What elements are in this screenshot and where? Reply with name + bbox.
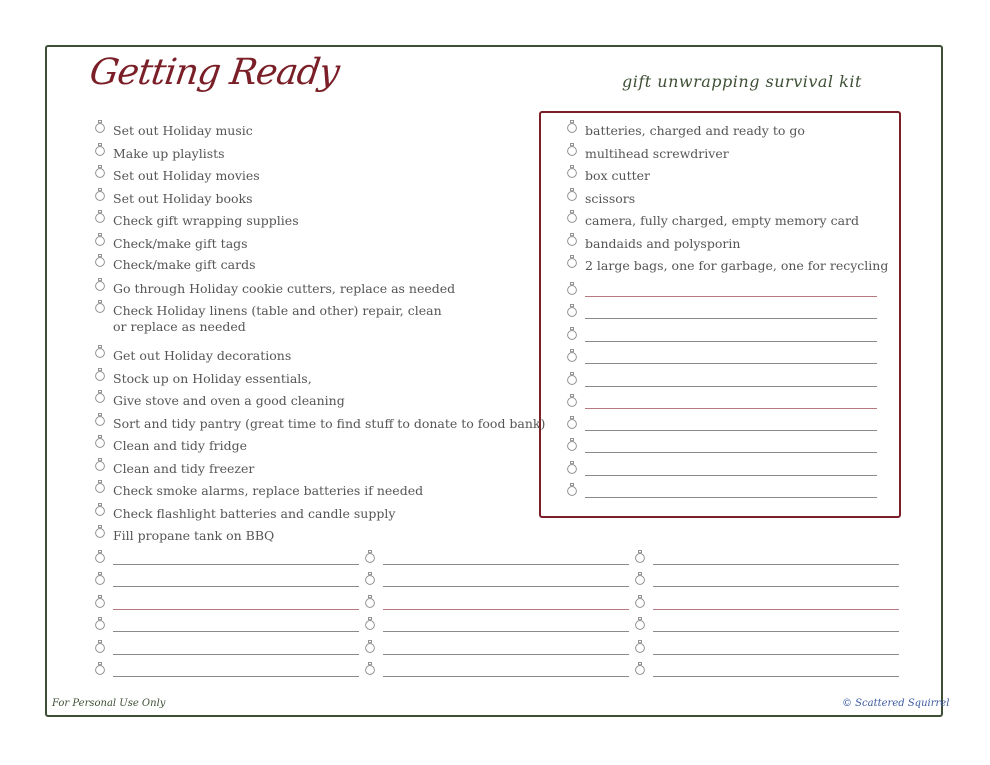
ornament-checkbox-icon[interactable] [94, 368, 106, 381]
ornament-checkbox-icon[interactable] [566, 143, 578, 156]
kit-item[interactable] [566, 236, 740, 252]
bottom-blank-item[interactable] [364, 594, 629, 610]
item-label: Get out Holiday decorations [113, 348, 292, 363]
kit-blank-item[interactable] [566, 393, 877, 409]
blank-line[interactable] [585, 351, 877, 364]
ornament-checkbox-icon[interactable] [94, 458, 106, 471]
kit-item[interactable] [566, 258, 888, 274]
item-label: camera, fully charged, empty memory card [585, 213, 859, 228]
ornament-checkbox-icon[interactable] [566, 327, 578, 340]
ornament-checkbox-icon[interactable] [94, 120, 106, 133]
ornament-checkbox-icon[interactable] [94, 233, 106, 246]
kit-item[interactable] [566, 168, 650, 184]
blank-line[interactable] [653, 664, 899, 677]
item-label: box cutter [585, 168, 651, 183]
item-label: Set out Holiday books [113, 191, 253, 206]
item-label: Clean and tidy freezer [113, 461, 255, 476]
item-label: Sort and tidy pantry (great time to find stuff to donate to food bank) [113, 416, 546, 431]
ornament-checkbox-icon[interactable] [364, 595, 376, 608]
kit-item[interactable] [566, 146, 729, 162]
ornament-checkbox-icon[interactable] [94, 143, 106, 156]
checklist-item[interactable] [94, 191, 252, 207]
bottom-blank-item[interactable] [364, 639, 629, 655]
checklist-item[interactable] [94, 506, 395, 522]
ornament-checkbox-icon[interactable] [566, 372, 578, 385]
ornament-checkbox-icon[interactable] [566, 304, 578, 317]
item-label: scissors [585, 191, 636, 206]
bottom-blank-item[interactable] [94, 571, 359, 587]
blank-line[interactable] [383, 574, 629, 587]
checklist-item[interactable] [94, 393, 345, 409]
kit-blank-item[interactable] [566, 326, 877, 342]
blank-line[interactable] [113, 597, 359, 610]
checklist-item[interactable] [94, 348, 291, 364]
ornament-checkbox-icon[interactable] [566, 210, 578, 223]
checklist-item[interactable] [94, 257, 256, 273]
ornament-checkbox-icon[interactable] [94, 413, 106, 426]
checklist-item[interactable] [94, 236, 248, 252]
ornament-checkbox-icon[interactable] [364, 617, 376, 630]
item-label: Check gift wrapping supplies [113, 213, 299, 228]
item-label: Clean and tidy fridge [113, 438, 247, 453]
ornament-checkbox-icon[interactable] [566, 394, 578, 407]
ornament-checkbox-icon[interactable] [94, 278, 106, 291]
item-label: Check smoke alarms, replace batteries if needed [113, 483, 424, 498]
kit-title: gift unwrapping survival kit [622, 72, 862, 91]
bottom-blank-item[interactable] [634, 616, 899, 632]
ornament-checkbox-icon[interactable] [634, 662, 646, 675]
blank-line[interactable] [585, 396, 877, 409]
ornament-checkbox-icon[interactable] [94, 300, 106, 313]
bottom-blank-item[interactable] [94, 549, 359, 565]
item-label: Stock up on Holiday essentials, [113, 371, 312, 386]
bottom-blank-item[interactable] [634, 549, 899, 565]
kit-item[interactable] [566, 213, 859, 229]
checklist-item[interactable] [94, 483, 423, 499]
blank-line[interactable] [113, 574, 359, 587]
item-label: Check Holiday linens (table and other) repair, clean or replace as needed [113, 303, 442, 334]
blank-line[interactable] [585, 463, 877, 476]
ornament-checkbox-icon[interactable] [634, 595, 646, 608]
item-label: Give stove and oven a good cleaning [113, 393, 345, 408]
ornament-checkbox-icon[interactable] [94, 503, 106, 516]
footer-copyright: © Scattered Squirrel [842, 698, 950, 709]
ornament-checkbox-icon[interactable] [94, 480, 106, 493]
ornament-checkbox-icon[interactable] [94, 640, 106, 653]
bottom-blank-item[interactable] [634, 571, 899, 587]
item-label: Set out Holiday music [113, 123, 253, 138]
blank-line[interactable] [113, 619, 359, 632]
blank-line[interactable] [383, 642, 629, 655]
bottom-blank-item[interactable] [94, 661, 359, 677]
ornament-checkbox-icon[interactable] [566, 349, 578, 362]
checklist-item[interactable] [94, 438, 247, 454]
item-label: Set out Holiday movies [113, 168, 260, 183]
blank-line[interactable] [653, 619, 899, 632]
blank-line[interactable] [585, 485, 877, 498]
ornament-checkbox-icon[interactable] [634, 617, 646, 630]
ornament-checkbox-icon[interactable] [566, 282, 578, 295]
checklist-item[interactable] [94, 168, 260, 184]
ornament-checkbox-icon[interactable] [94, 435, 106, 448]
blank-line[interactable] [653, 597, 899, 610]
ornament-checkbox-icon[interactable] [94, 525, 106, 538]
ornament-checkbox-icon[interactable] [634, 640, 646, 653]
checklist-item[interactable] [94, 123, 253, 139]
ornament-checkbox-icon[interactable] [566, 416, 578, 429]
kit-item[interactable] [566, 123, 805, 139]
kit-item[interactable] [566, 191, 635, 207]
ornament-checkbox-icon[interactable] [566, 233, 578, 246]
ornament-checkbox-icon[interactable] [94, 390, 106, 403]
ornament-checkbox-icon[interactable] [94, 572, 106, 585]
ornament-checkbox-icon[interactable] [364, 662, 376, 675]
kit-blank-item[interactable] [566, 371, 877, 387]
page-title: Getting Ready [87, 52, 342, 93]
blank-line[interactable] [383, 664, 629, 677]
item-label: Check/make gift tags [113, 236, 248, 251]
bottom-blank-item[interactable] [634, 661, 899, 677]
ornament-checkbox-icon[interactable] [566, 438, 578, 451]
kit-blank-item[interactable] [566, 415, 877, 431]
ornament-checkbox-icon[interactable] [566, 461, 578, 474]
checklist-item[interactable] [94, 281, 455, 297]
footer-personal-use: For Personal Use Only [52, 698, 166, 709]
item-label: batteries, charged and ready to go [585, 123, 805, 138]
kit-blank-item[interactable] [566, 482, 877, 498]
kit-blank-item[interactable] [566, 303, 877, 319]
ornament-checkbox-icon[interactable] [566, 188, 578, 201]
item-label: Check/make gift cards [113, 257, 256, 272]
item-label: Fill propane tank on BBQ [113, 528, 275, 543]
bottom-blank-item[interactable] [364, 661, 629, 677]
blank-line[interactable] [653, 552, 899, 565]
ornament-checkbox-icon[interactable] [94, 595, 106, 608]
kit-blank-item[interactable] [566, 281, 877, 297]
ornament-checkbox-icon[interactable] [364, 572, 376, 585]
blank-line[interactable] [113, 552, 359, 565]
checklist-item[interactable] [94, 371, 312, 387]
bottom-blank-item[interactable] [634, 639, 899, 655]
ornament-checkbox-icon[interactable] [94, 662, 106, 675]
ornament-checkbox-icon[interactable] [94, 188, 106, 201]
item-label: Go through Holiday cookie cutters, replace as needed [113, 281, 456, 296]
blank-line[interactable] [113, 664, 359, 677]
bottom-blank-item[interactable] [364, 571, 629, 587]
bottom-blank-item[interactable] [94, 639, 359, 655]
item-label: Make up playlists [113, 146, 225, 161]
checklist-item[interactable] [94, 303, 453, 335]
item-label: 2 large bags, one for garbage, one for recycling [585, 258, 889, 273]
ornament-checkbox-icon[interactable] [94, 165, 106, 178]
ornament-checkbox-icon[interactable] [364, 550, 376, 563]
blank-line[interactable] [113, 642, 359, 655]
blank-line[interactable] [585, 374, 877, 387]
ornament-checkbox-icon[interactable] [566, 165, 578, 178]
bottom-blank-item[interactable] [364, 549, 629, 565]
kit-blank-item[interactable] [566, 437, 877, 453]
blank-line[interactable] [585, 418, 877, 431]
blank-line[interactable] [585, 440, 877, 453]
blank-line[interactable] [585, 284, 877, 297]
bottom-blank-item[interactable] [94, 594, 359, 610]
ornament-checkbox-icon[interactable] [94, 550, 106, 563]
ornament-checkbox-icon[interactable] [634, 550, 646, 563]
checklist-item[interactable] [94, 416, 545, 432]
item-label: multihead screwdriver [585, 146, 729, 161]
blank-line[interactable] [653, 574, 899, 587]
ornament-checkbox-icon[interactable] [94, 254, 106, 267]
bottom-blank-item[interactable] [364, 616, 629, 632]
bottom-blank-item[interactable] [634, 594, 899, 610]
checklist-item[interactable] [94, 213, 299, 229]
ornament-checkbox-icon[interactable] [94, 617, 106, 630]
kit-blank-item[interactable] [566, 348, 877, 364]
ornament-checkbox-icon[interactable] [364, 640, 376, 653]
checklist-item[interactable] [94, 528, 274, 544]
ornament-checkbox-icon[interactable] [566, 255, 578, 268]
blank-line[interactable] [585, 306, 877, 319]
checklist-item[interactable] [94, 461, 254, 477]
blank-line[interactable] [383, 597, 629, 610]
item-label: Check flashlight batteries and candle supply [113, 506, 396, 521]
kit-blank-item[interactable] [566, 460, 877, 476]
blank-line[interactable] [653, 642, 899, 655]
item-label: bandaids and polysporin [585, 236, 741, 251]
ornament-checkbox-icon[interactable] [566, 120, 578, 133]
ornament-checkbox-icon[interactable] [634, 572, 646, 585]
bottom-blank-item[interactable] [94, 616, 359, 632]
ornament-checkbox-icon[interactable] [566, 483, 578, 496]
ornament-checkbox-icon[interactable] [94, 345, 106, 358]
blank-line[interactable] [383, 619, 629, 632]
ornament-checkbox-icon[interactable] [94, 210, 106, 223]
checklist-item[interactable] [94, 146, 225, 162]
blank-line[interactable] [383, 552, 629, 565]
blank-line[interactable] [585, 329, 877, 342]
